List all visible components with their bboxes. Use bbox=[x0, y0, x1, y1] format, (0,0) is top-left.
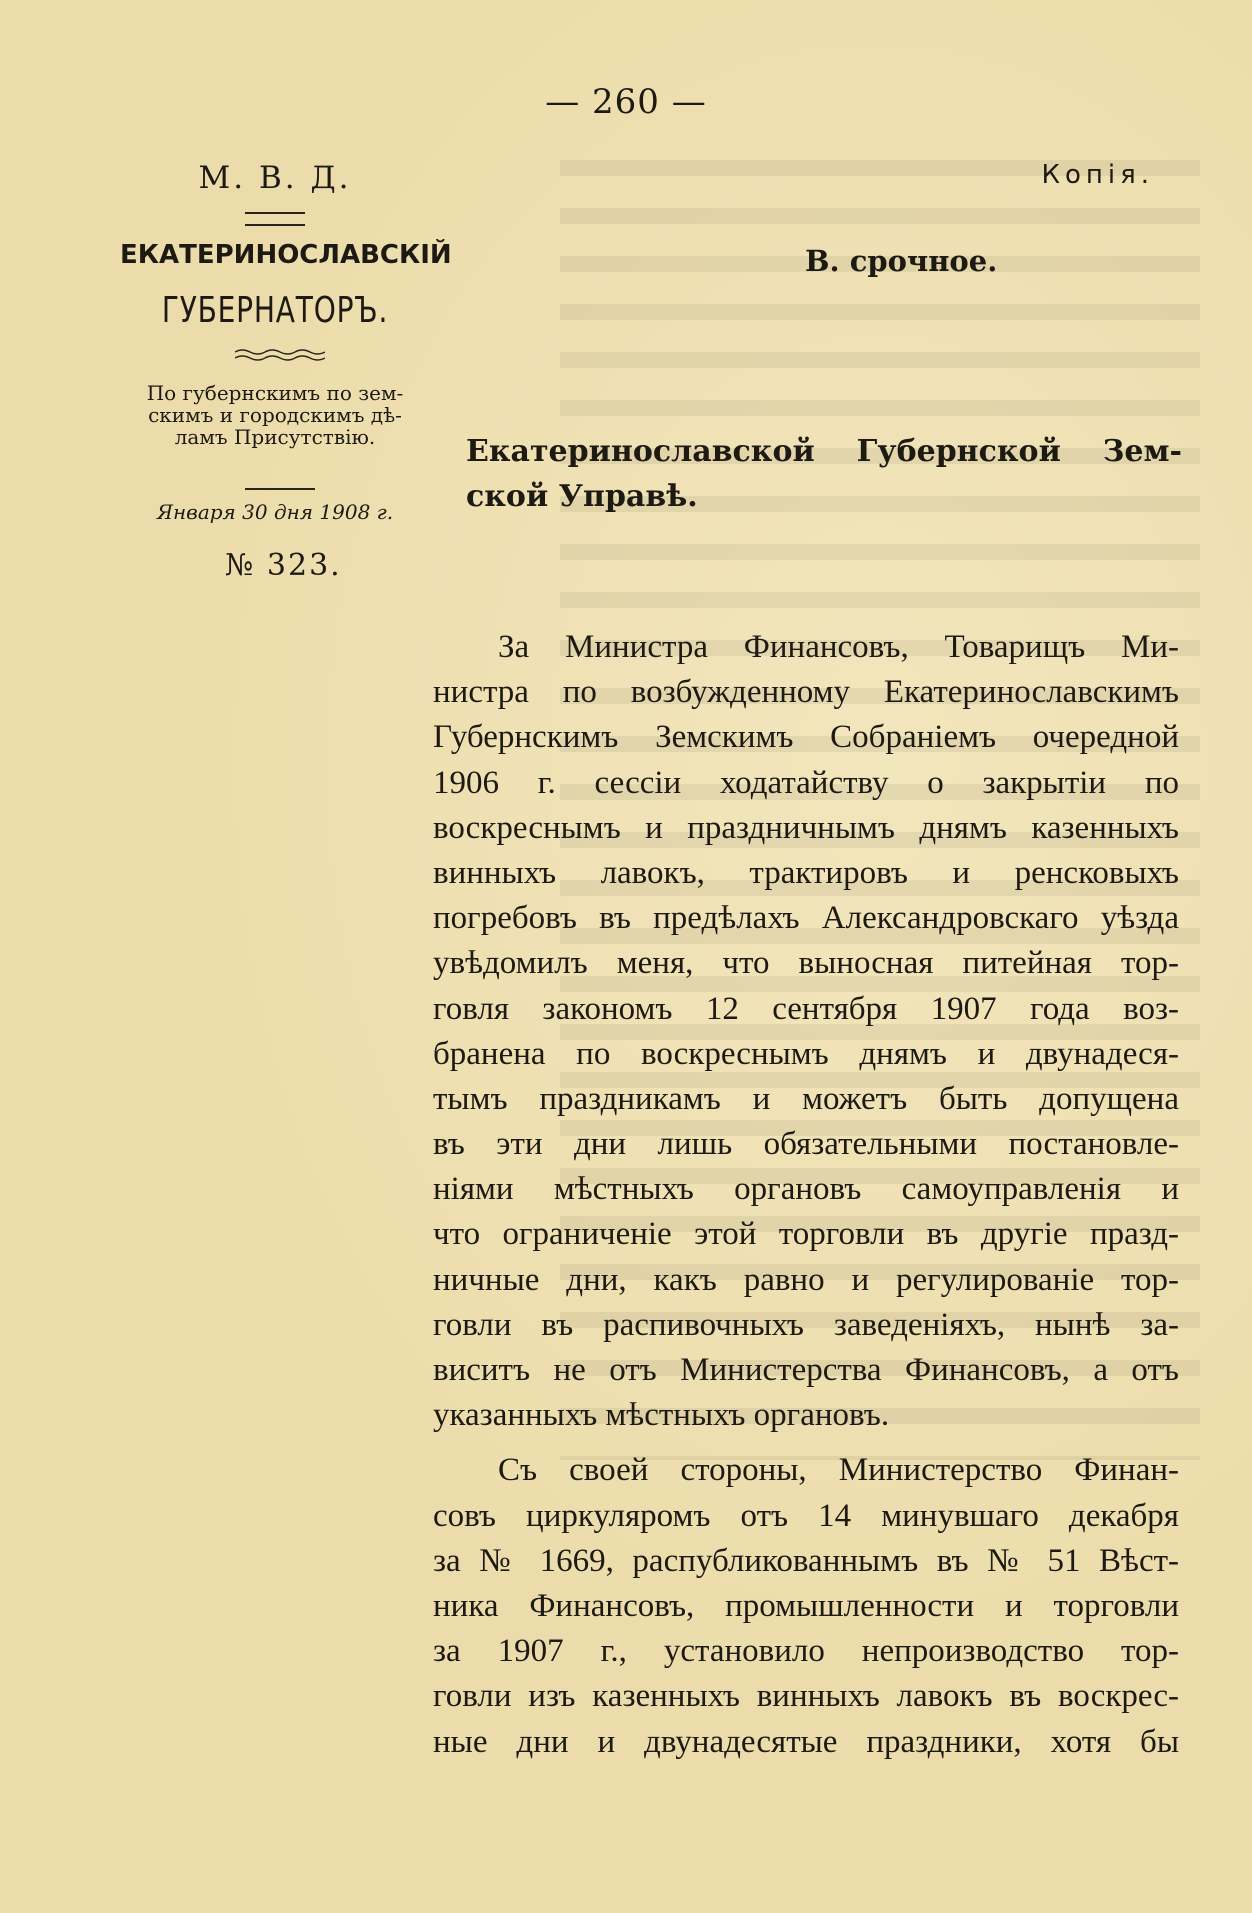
text-line: за 1907 г., установило непроизводство тор- bbox=[433, 1633, 1179, 1670]
addressee bbox=[466, 428, 1182, 518]
document-number: № 323. bbox=[225, 548, 342, 583]
urgency-mark: В. срочное. bbox=[805, 244, 998, 278]
text-line: виситъ не отъ Министерства Финансовъ, а отъ bbox=[433, 1352, 1179, 1388]
copy-mark: Копія. bbox=[1041, 160, 1154, 190]
wave-ornament bbox=[235, 348, 325, 362]
office-name bbox=[125, 382, 425, 448]
addressee-line: Екатеринославской Губернской Зем- bbox=[466, 434, 1182, 469]
governor-title-line2: ГУБЕРНАТОРЪ. bbox=[161, 290, 389, 331]
text-line: увѣдомилъ меня, что выносная питейная тор- bbox=[433, 945, 1179, 982]
text-line: говли изъ казенныхъ винныхъ лавокъ въ воскрес- bbox=[433, 1678, 1179, 1715]
governor-title-line1: ЕКАТЕРИНОСЛАВСКІЙ bbox=[120, 240, 452, 270]
text-line: говли въ распивочныхъ заведеніяхъ, нынѣ за- bbox=[433, 1306, 1179, 1343]
letter-body bbox=[433, 625, 1179, 1765]
text-line: Съ своей стороны, Министерство Финан- bbox=[498, 1452, 1179, 1489]
text-line: что ограниченіе этой торговли въ другіе празд- bbox=[433, 1216, 1179, 1253]
text-line: указанныхъ мѣстныхъ органовъ. bbox=[433, 1397, 890, 1434]
text-line: ные дни и двунадесятые праздники, хотя бы bbox=[433, 1723, 1179, 1760]
double-rule-ornament bbox=[245, 212, 305, 226]
addressee-line: ской Управѣ. bbox=[466, 479, 698, 515]
text-line: ніями мѣстныхъ органовъ самоуправленія и bbox=[433, 1171, 1179, 1208]
text-line: ничные дни, какъ равно и регулированіе тор- bbox=[433, 1261, 1179, 1298]
page-number: — 260 — bbox=[545, 82, 707, 122]
ministry-abbreviation: М. В. Д. bbox=[198, 160, 352, 196]
text-line: За Министра Финансовъ, Товарищъ Ми- bbox=[498, 629, 1179, 665]
paragraph-2 bbox=[433, 1448, 1179, 1764]
text-line: ника Финансовъ, промышленности и торговли bbox=[433, 1587, 1179, 1624]
text-line: за № 1669, распубликованнымъ въ № 51 Вѣст- bbox=[433, 1542, 1179, 1579]
office-line: По губернскимъ по зем- bbox=[146, 381, 404, 405]
text-line: винныхъ лавокъ, трактировъ и ренсковыхъ bbox=[433, 854, 1179, 891]
text-line: погребовъ въ предѣлахъ Александровскаго уѣзда bbox=[433, 900, 1179, 937]
office-line: ламъ Присутствію. bbox=[174, 425, 376, 449]
document-date: Января 30 дня 1908 г. bbox=[156, 500, 394, 524]
office-line: скимъ и городскимъ дѣ- bbox=[148, 403, 402, 427]
text-line: совъ циркуляромъ отъ 14 минувшаго декабря bbox=[433, 1497, 1179, 1534]
section-rule bbox=[245, 488, 315, 490]
text-line: нистра по возбужденному Екатеринославскимъ bbox=[433, 674, 1179, 711]
text-line: говля закономъ 12 сентября 1907 года воз- bbox=[433, 990, 1179, 1027]
text-line: Губернскимъ Земскимъ Собраніемъ очередной bbox=[433, 719, 1179, 756]
text-line: 1906 г. сессіи ходатайству о закрытіи по bbox=[433, 764, 1179, 801]
text-line: въ эти дни лишь обязательными постановле- bbox=[433, 1126, 1179, 1163]
text-line: бранена по воскреснымъ днямъ и двунадеся- bbox=[433, 1035, 1179, 1072]
text-line: воскреснымъ и праздничнымъ днямъ казенныхъ bbox=[433, 809, 1179, 846]
paragraph-1 bbox=[433, 625, 1179, 1438]
text-line: тымъ праздникамъ и можетъ быть допущена bbox=[433, 1080, 1179, 1117]
